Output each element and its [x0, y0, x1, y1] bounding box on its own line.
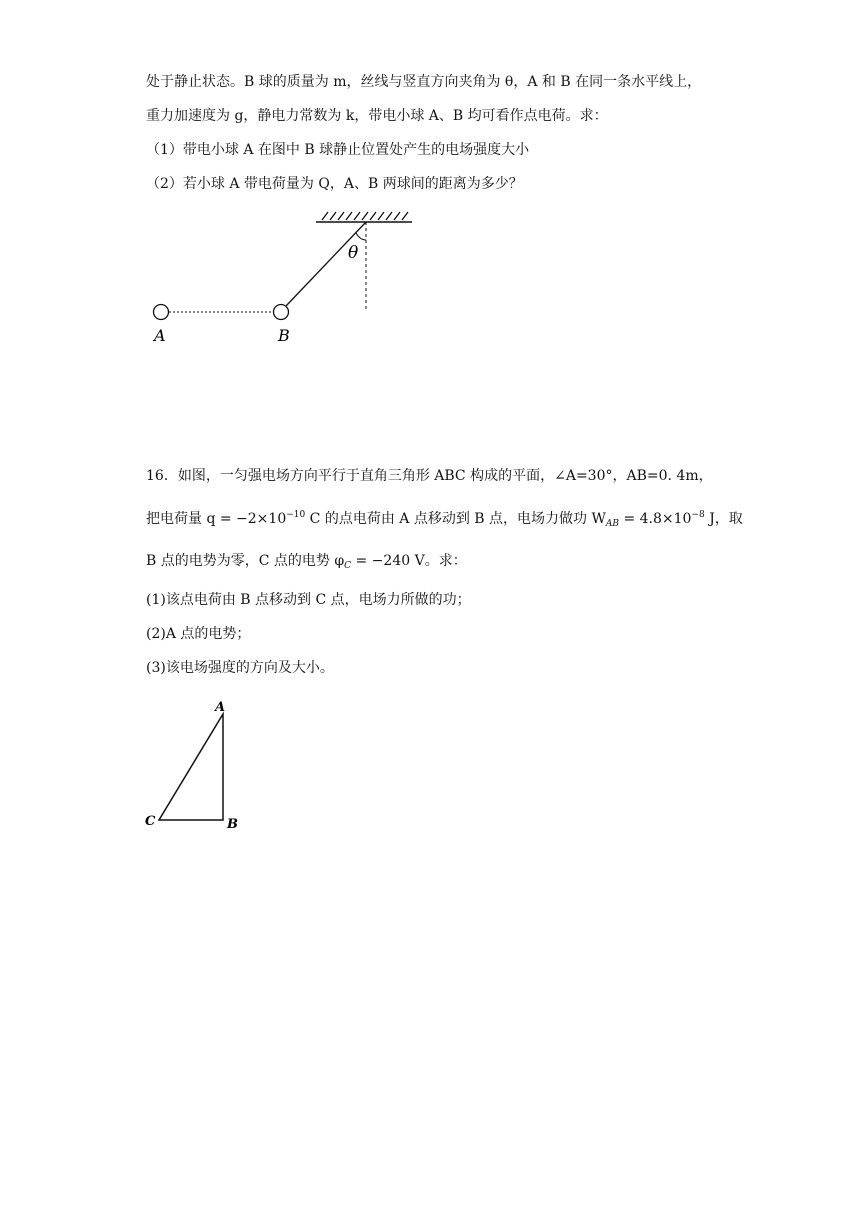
p16-line-2-end: J，取	[704, 511, 743, 527]
vertex-c-label: C	[145, 814, 156, 829]
vertex-a-label: A	[215, 700, 226, 715]
p15-line-1: 处于静止状态。B 球的质量为 m，丝线与竖直方向夹角为 θ，A 和 B 在同一条水平线上，	[146, 74, 702, 90]
theta-label: θ	[348, 243, 359, 263]
p15-question-2: （2）若小球 A 带电荷量为 Q，A、B 两球间的距离为多少？	[146, 176, 523, 192]
ball-b	[274, 305, 289, 320]
vertex-b-label: B	[227, 817, 238, 832]
p16-line-3	[146, 551, 467, 576]
p16-line-2	[146, 505, 743, 534]
p15-question-1: （1）带电小球 A 在图中 B 球静止位置处产生的电场强度大小	[146, 142, 530, 158]
p16-work-value: = 4.8×10	[619, 511, 692, 527]
theta-arc	[356, 233, 366, 240]
p16-line-1-text: 如图，一匀强电场方向平行于直角三角形 ABC 构成的平面，∠A=30°，AB=0. 4m，	[177, 468, 713, 484]
p16-charge-exponent: −10	[286, 510, 306, 520]
p16-work-text: C 的点电荷由 A 点移动到 B 点，电场力做功 W	[305, 511, 606, 527]
ball-a	[154, 305, 169, 320]
p16-line-1	[146, 466, 713, 486]
label-b: B	[278, 326, 290, 345]
p16-work-subscript: AB	[605, 519, 620, 529]
p16-potential-text: B 点的电势为零，C 点的电势 φ	[146, 553, 345, 569]
triangle-abc	[159, 714, 223, 820]
p16-work-exponent: −8	[691, 510, 705, 520]
p16-charge-text: 把电荷量 q = −2×10	[146, 511, 287, 527]
p16-number: 16．	[146, 468, 178, 484]
p16-question-1: (1)该点电荷由 B 点移动到 C 点，电场力所做的功；	[146, 592, 471, 608]
p15-line-2: 重力加速度为 g，静电力常数为 k，带电小球 A、B 均可看作点电荷。求：	[146, 108, 608, 124]
label-a: A	[154, 326, 166, 345]
p16-question-3: (3)该电场强度的方向及大小。	[146, 660, 334, 676]
p16-potential-subscript: C	[344, 561, 352, 571]
p16-triangle-figure	[140, 694, 260, 834]
ceiling-hatch	[322, 212, 408, 220]
p16-question-2: (2)A 点的电势；	[146, 626, 251, 642]
p15-pendulum-figure	[140, 200, 440, 360]
string-line	[286, 222, 366, 306]
p16-potential-value: = −240 V。求：	[351, 553, 467, 569]
